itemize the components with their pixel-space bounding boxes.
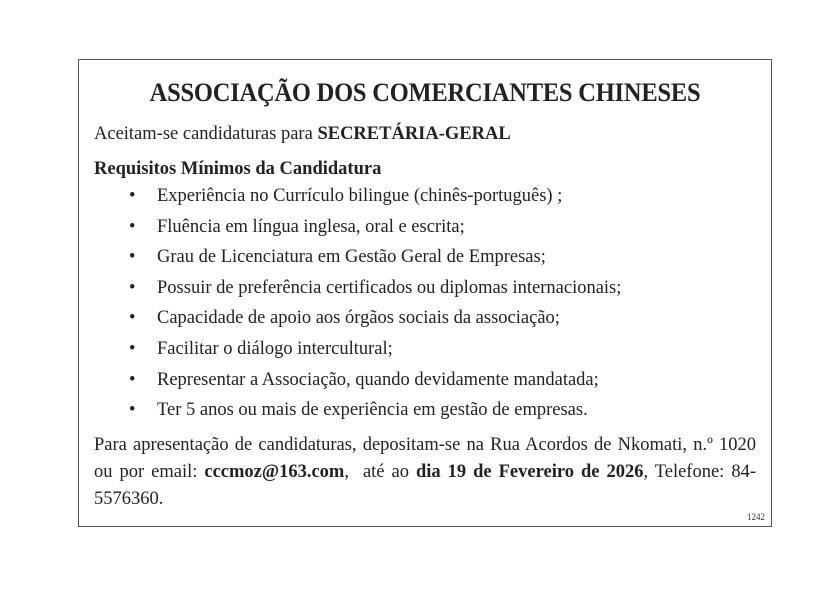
closing-text: , até ao (344, 462, 416, 482)
requirement-text: Ter 5 anos ou mais de experiência em gestão de empresas. (157, 400, 588, 421)
bullet-icon: • (129, 400, 136, 421)
position-title: SECRETÁRIA-GERAL (317, 124, 511, 144)
closing-text: Para apresentação de candidaturas, depositam-se na Rua Acordos de Nkomati, n.º 1020 ou por email: (94, 435, 756, 482)
list-item (79, 184, 621, 215)
bullet-icon: • (129, 369, 136, 390)
bullet-icon: • (129, 338, 136, 359)
email-address: cccmoz@163.com (204, 462, 345, 482)
bullet-icon: • (129, 308, 136, 329)
requirement-text: Representar a Associação, quando devidamente mandatada; (157, 369, 599, 390)
ad-code: 1242 (747, 512, 765, 522)
requirement-text: Grau de Licenciatura em Gestão Geral de Empresas; (157, 247, 546, 268)
list-item (79, 337, 621, 368)
list-item (79, 215, 621, 246)
list-item (79, 306, 621, 337)
requirement-text: Experiência no Currículo bilingue (chinês-português) ; (157, 186, 563, 206)
bullet-icon: • (129, 247, 136, 268)
bullet-icon: • (129, 186, 136, 206)
list-item (79, 368, 621, 399)
requirement-text: Capacidade de apoio aos órgãos sociais da associação; (157, 308, 560, 329)
bullet-icon: • (129, 277, 136, 298)
requirement-text: Facilitar o diálogo intercultural; (157, 338, 393, 359)
list-item (79, 276, 621, 307)
ad-title: ASSOCIAÇÃO DOS COMERCIANTES CHINESES (149, 78, 701, 107)
requirements-heading: Requisitos Mínimos da Candidatura (94, 159, 382, 179)
requirement-text: Fluência em língua inglesa, oral e escrita; (157, 216, 465, 237)
closing-paragraph (94, 432, 756, 513)
advertisement-box (78, 59, 772, 527)
deadline: dia 19 de Fevereiro de 2026 (415, 462, 644, 482)
requirements-list (79, 184, 621, 429)
phone-text: , Telefone: 84-5576360. (94, 462, 756, 509)
intro-line (94, 124, 511, 145)
list-item (79, 398, 621, 429)
intro-text: Aceitam-se candidaturas para (94, 124, 318, 144)
requirement-text: Possuir de preferência certificados ou diplomas internacionais; (157, 277, 622, 298)
list-item (79, 245, 621, 276)
bullet-icon: • (129, 216, 136, 237)
